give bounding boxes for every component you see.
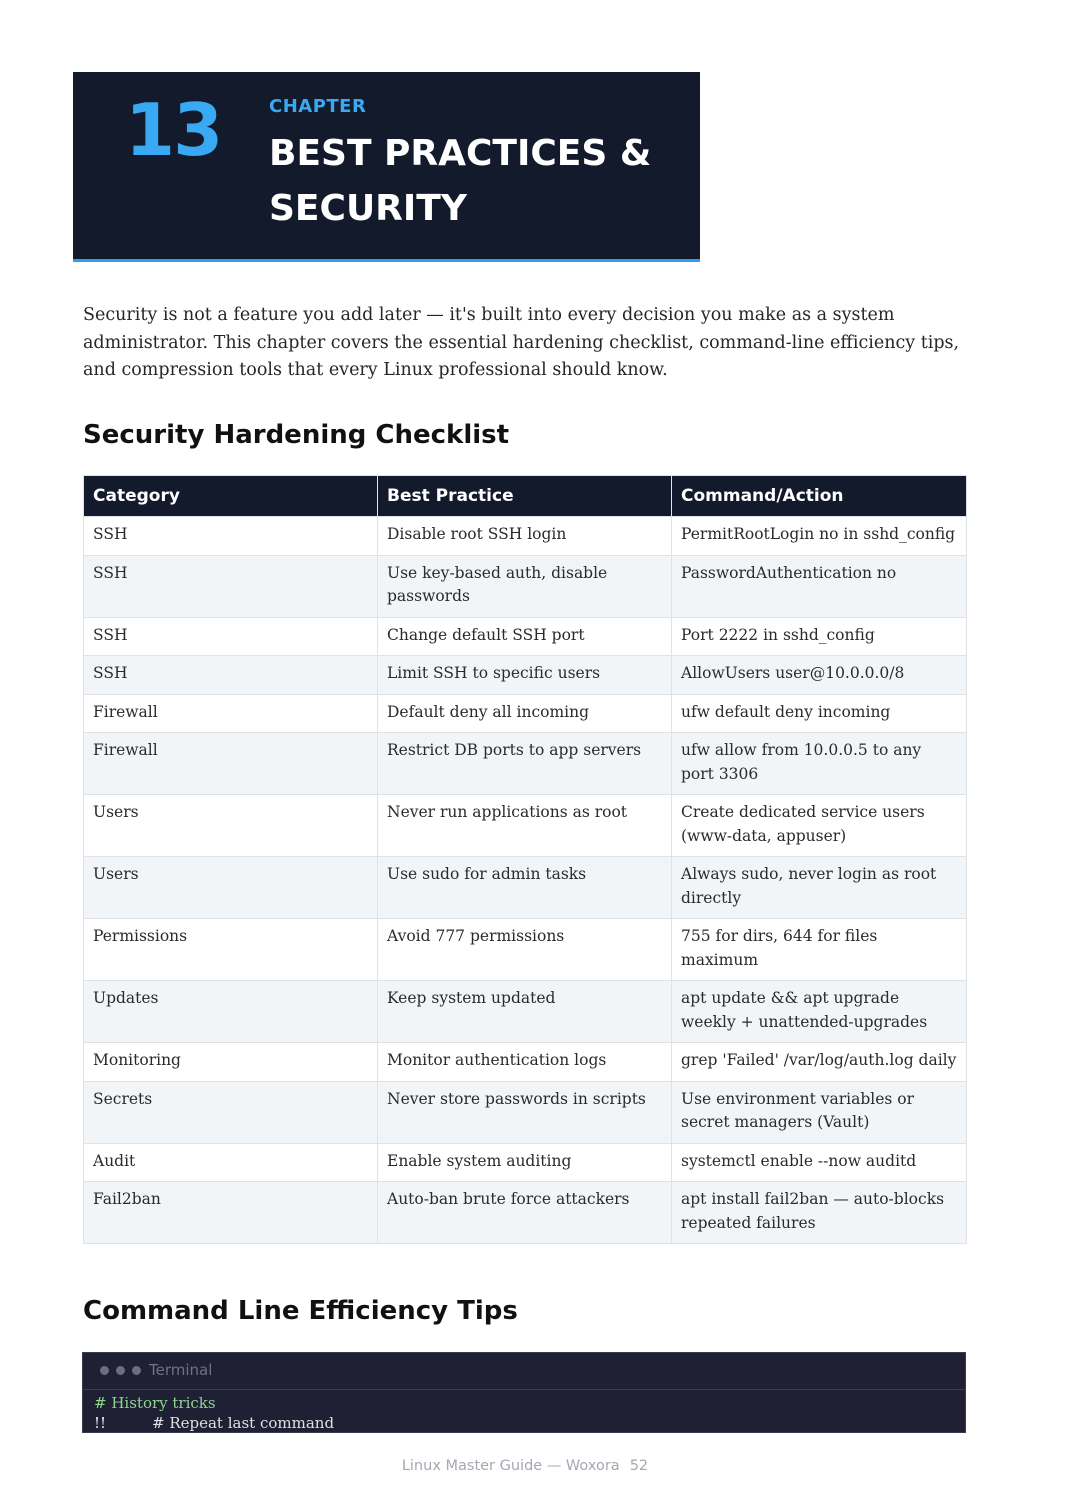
table-cell: Updates bbox=[84, 981, 378, 1043]
table-cell: Port 2222 in sshd_config bbox=[672, 617, 967, 656]
table-cell: 755 for dirs, 644 for files maximum bbox=[672, 919, 967, 981]
table-row bbox=[84, 981, 967, 1043]
table-cell: systemctl enable --now auditd bbox=[672, 1143, 967, 1182]
column-header: Best Practice bbox=[378, 476, 672, 517]
table-header-row bbox=[84, 476, 967, 517]
table-cell: Secrets bbox=[84, 1081, 378, 1143]
table-cell: Limit SSH to specific users bbox=[378, 656, 672, 695]
table-cell: Use key-based auth, disable passwords bbox=[378, 555, 672, 617]
table-cell: Restrict DB ports to app servers bbox=[378, 733, 672, 795]
table-cell: Never run applications as root bbox=[378, 795, 672, 857]
table-cell: Users bbox=[84, 795, 378, 857]
table-cell: SSH bbox=[84, 555, 378, 617]
table-row bbox=[84, 1043, 967, 1082]
table-cell: Auto-ban brute force attackers bbox=[378, 1182, 672, 1244]
table-cell: Keep system updated bbox=[378, 981, 672, 1043]
table-row bbox=[84, 617, 967, 656]
security-checklist-table bbox=[83, 475, 967, 1244]
table-cell: Always sudo, never login as root directly bbox=[672, 857, 967, 919]
table-cell: Firewall bbox=[84, 694, 378, 733]
column-header: Command/Action bbox=[672, 476, 967, 517]
table-row bbox=[84, 1182, 967, 1244]
table-cell: Default deny all incoming bbox=[378, 694, 672, 733]
terminal-block bbox=[82, 1352, 966, 1433]
tips-heading: Command Line Efficiency Tips bbox=[83, 1296, 518, 1326]
table-row bbox=[84, 733, 967, 795]
page-footer bbox=[0, 1458, 1050, 1474]
table-cell: apt update && apt upgrade weekly + unattended-upgrades bbox=[672, 981, 967, 1043]
terminal-command: !! bbox=[94, 1414, 107, 1432]
chapter-banner bbox=[73, 72, 700, 262]
table-cell: Enable system auditing bbox=[378, 1143, 672, 1182]
table-cell: SSH bbox=[84, 656, 378, 695]
table-cell: Firewall bbox=[84, 733, 378, 795]
table-cell: Monitoring bbox=[84, 1043, 378, 1082]
table-cell: Use sudo for admin tasks bbox=[378, 857, 672, 919]
table-row bbox=[84, 795, 967, 857]
table-cell: PasswordAuthentication no bbox=[672, 555, 967, 617]
table-cell: Never store passwords in scripts bbox=[378, 1081, 672, 1143]
table-row bbox=[84, 517, 967, 556]
table-cell: PermitRootLogin no in sshd_config bbox=[672, 517, 967, 556]
chapter-title: BEST PRACTICES & SECURITY bbox=[269, 133, 652, 229]
table-row bbox=[84, 656, 967, 695]
table-row bbox=[84, 1081, 967, 1143]
table-cell: AllowUsers user@10.0.0.0/8 bbox=[672, 656, 967, 695]
table-cell: Fail2ban bbox=[84, 1182, 378, 1244]
table-cell: Monitor authentication logs bbox=[378, 1043, 672, 1082]
checklist-heading: Security Hardening Checklist bbox=[83, 420, 510, 450]
table-cell: SSH bbox=[84, 617, 378, 656]
table-cell: Change default SSH port bbox=[378, 617, 672, 656]
terminal-command-comment: # Repeat last command bbox=[152, 1414, 335, 1432]
column-header: Category bbox=[84, 476, 378, 517]
table-cell: ufw allow from 10.0.0.5 to any port 3306 bbox=[672, 733, 967, 795]
window-dot-icon bbox=[116, 1366, 125, 1375]
terminal-title: Terminal bbox=[149, 1361, 213, 1379]
page-number: 52 bbox=[629, 1458, 649, 1474]
table-cell: ufw default deny incoming bbox=[672, 694, 967, 733]
table-cell: SSH bbox=[84, 517, 378, 556]
table-row bbox=[84, 555, 967, 617]
table-cell: Disable root SSH login bbox=[378, 517, 672, 556]
table-cell: Users bbox=[84, 857, 378, 919]
chapter-label: CHAPTER bbox=[269, 96, 367, 117]
footer-text: Linux Master Guide — Woxora bbox=[401, 1458, 620, 1474]
table-cell: Avoid 777 permissions bbox=[378, 919, 672, 981]
table-row bbox=[84, 694, 967, 733]
table-cell: grep 'Failed' /var/log/auth.log daily bbox=[672, 1043, 967, 1082]
table-cell: Use environment variables or secret managers (Vault) bbox=[672, 1081, 967, 1143]
terminal-title-bar bbox=[83, 1353, 965, 1390]
window-dot-icon bbox=[132, 1366, 141, 1375]
table-row bbox=[84, 919, 967, 981]
intro-paragraph: Security is not a feature you add later — it's built into every decision you make as a system administrator. This chapter covers the essential hardening checklist, command-line efficiency tips, and compression tools that every Linux professional should know. bbox=[83, 305, 960, 380]
window-dot-icon bbox=[100, 1366, 109, 1375]
table-cell: Create dedicated service users (www-data, appuser) bbox=[672, 795, 967, 857]
table-cell: Audit bbox=[84, 1143, 378, 1182]
table-row bbox=[84, 857, 967, 919]
table-row bbox=[84, 1143, 967, 1182]
chapter-number: 13 bbox=[125, 88, 222, 172]
terminal-command-line bbox=[94, 1413, 694, 1433]
table-cell: apt install fail2ban — auto-blocks repeated failures bbox=[672, 1182, 967, 1244]
table-cell: Permissions bbox=[84, 919, 378, 981]
terminal-comment-line: # History tricks bbox=[94, 1394, 216, 1412]
